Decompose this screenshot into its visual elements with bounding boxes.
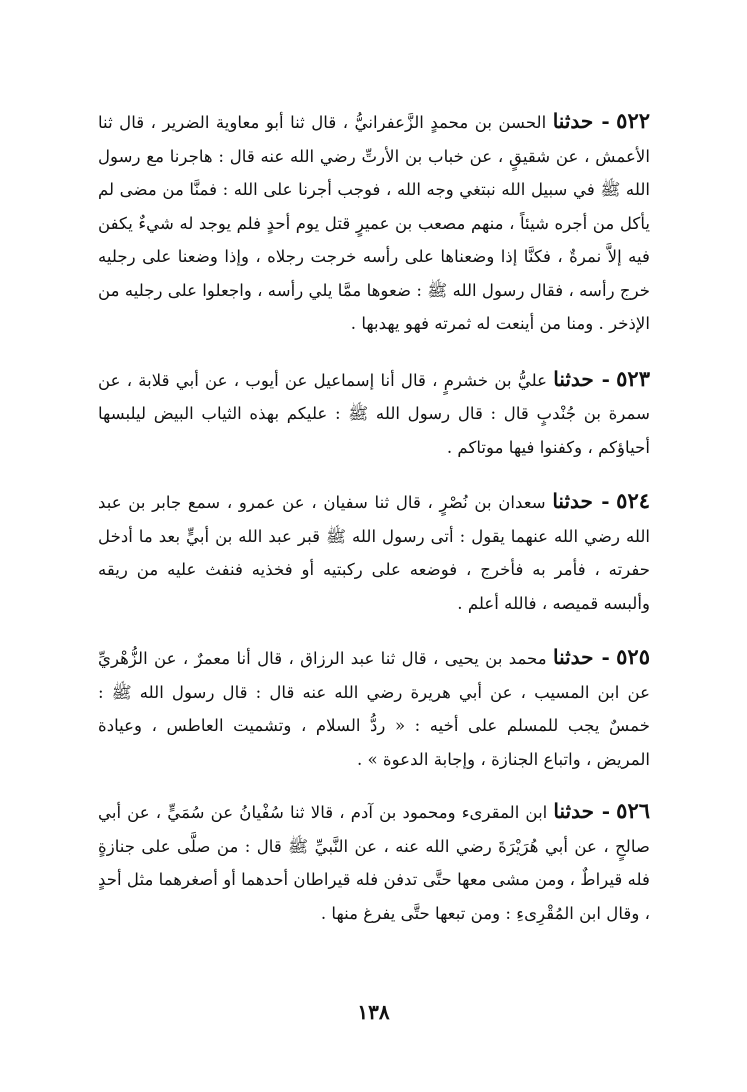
hadith-number: ٥٢٤ [616, 488, 651, 513]
page-number: ١٣٨ [357, 1000, 390, 1024]
hadith-number: ٥٢٣ [616, 365, 650, 391]
hadith-intro: - حدثنا [553, 799, 611, 823]
hadith-text: ابن المقرىء ومحمود بن آدم ، قالا ثنا سُفْيانُ عن سُمَيٍّ ، عن أبي صالحٍ ، عن أبي هُرَيْرَةَ رضي الله عنه ، عن النَّبيِّ ﷺ قال : من صلَّى على جنازةٍ فله قيراطٌ ، ومن مشى معها حتَّى تدفن فله قيراطان أحدهما أو أصغرهما مثل أحدٍ ، وقال ابن المُقْرِىءِ : ومن تبعها حتَّى يفرغ منها . [98, 803, 650, 923]
hadith-intro: - حدثنا [553, 366, 610, 391]
hadith-text: الحسن بن محمدٍ الزَّعفرانيُّ ، قال ثنا أبو معاوية الضرير ، قال ثنا الأعمش ، عن شقيقٍ ، عن خباب بن الأرتِّ رضي الله عنه قال : هاجرنا مع رسول الله ﷺ في سبيل الله نبتغي وجه الله ، فوجب أجرنا على الله : فمنَّا من مضى لم يأكل من أجره شيئاً ، منهم مصعب بن عميرٍ قتل يوم أحدٍ فلم يوجد له شيءٌ يكفن فيه إلاَّ نمرةٌ ، فكنَّا إذا وضعناها على رأسه خرجت رجلاه ، وإذا وضعنا على رجليه خرج رأسه ، فقال رسول الله ﷺ : ضعوها ممَّا يلي رأسه ، واجعلوا على رجليه من الإذخر . ومنا من أينعت له ثمرته فهو يهدبها . [98, 113, 650, 333]
hadith-522 [98, 104, 650, 341]
text-block [98, 104, 650, 951]
hadith-intro: - حدثنا [552, 109, 610, 133]
hadith-text: محمد بن يحيى ، قال ثنا عبد الرزاق ، قال أنا معمرٌ ، عن الزُّهْريِّ عن ابن المسيب ، عن أبي هريرة رضي الله عنه قال : قال رسول الله ﷺ : خمسٌ يجب للمسلم على أخيه : « ردُّ السلام ، وتشميت العاطس ، وعيادة المريض ، واتباع الجنازة ، وإجابة الدعوة » . [98, 649, 650, 769]
hadith-525 [98, 640, 650, 776]
hadith-number: ٥٢٢ [616, 108, 651, 133]
hadith-526 [98, 794, 650, 930]
hadith-number: ٥٢٥ [616, 644, 650, 669]
hadith-523 [98, 362, 650, 465]
hadith-text: سعدان بن نُصْرٍ ، قال ثنا سفيان ، عن عمرو ، سمع جابر بن عبد الله رضي الله عنهما يقول : أتى رسول الله ﷺ قبر عبد الله بن أبيٍّ بعد ما أدخل حفرته ، فأمر به فأخرج ، فوضعه على ركبتيه أو فخذيه فنفث عليه من ريقه وألبسه قميصه ، فالله أعلم . [98, 493, 650, 613]
hadith-intro: - حدثنا [552, 645, 610, 669]
hadith-text: عليُّ بن خشرمٍ ، قال أنا إسماعيل عن أيوب ، عن أبي قلابة ، عن سمرة بن جُنْدبٍ قال : قال رسول الله ﷺ : عليكم بهذه الثياب البيض ليلبسها أحياؤكم ، وكفنوا فيها موتاكم . [98, 370, 650, 457]
hadith-intro: - حدثنا [552, 489, 610, 513]
hadith-number: ٥٢٦ [616, 798, 651, 823]
hadith-524 [98, 484, 650, 620]
